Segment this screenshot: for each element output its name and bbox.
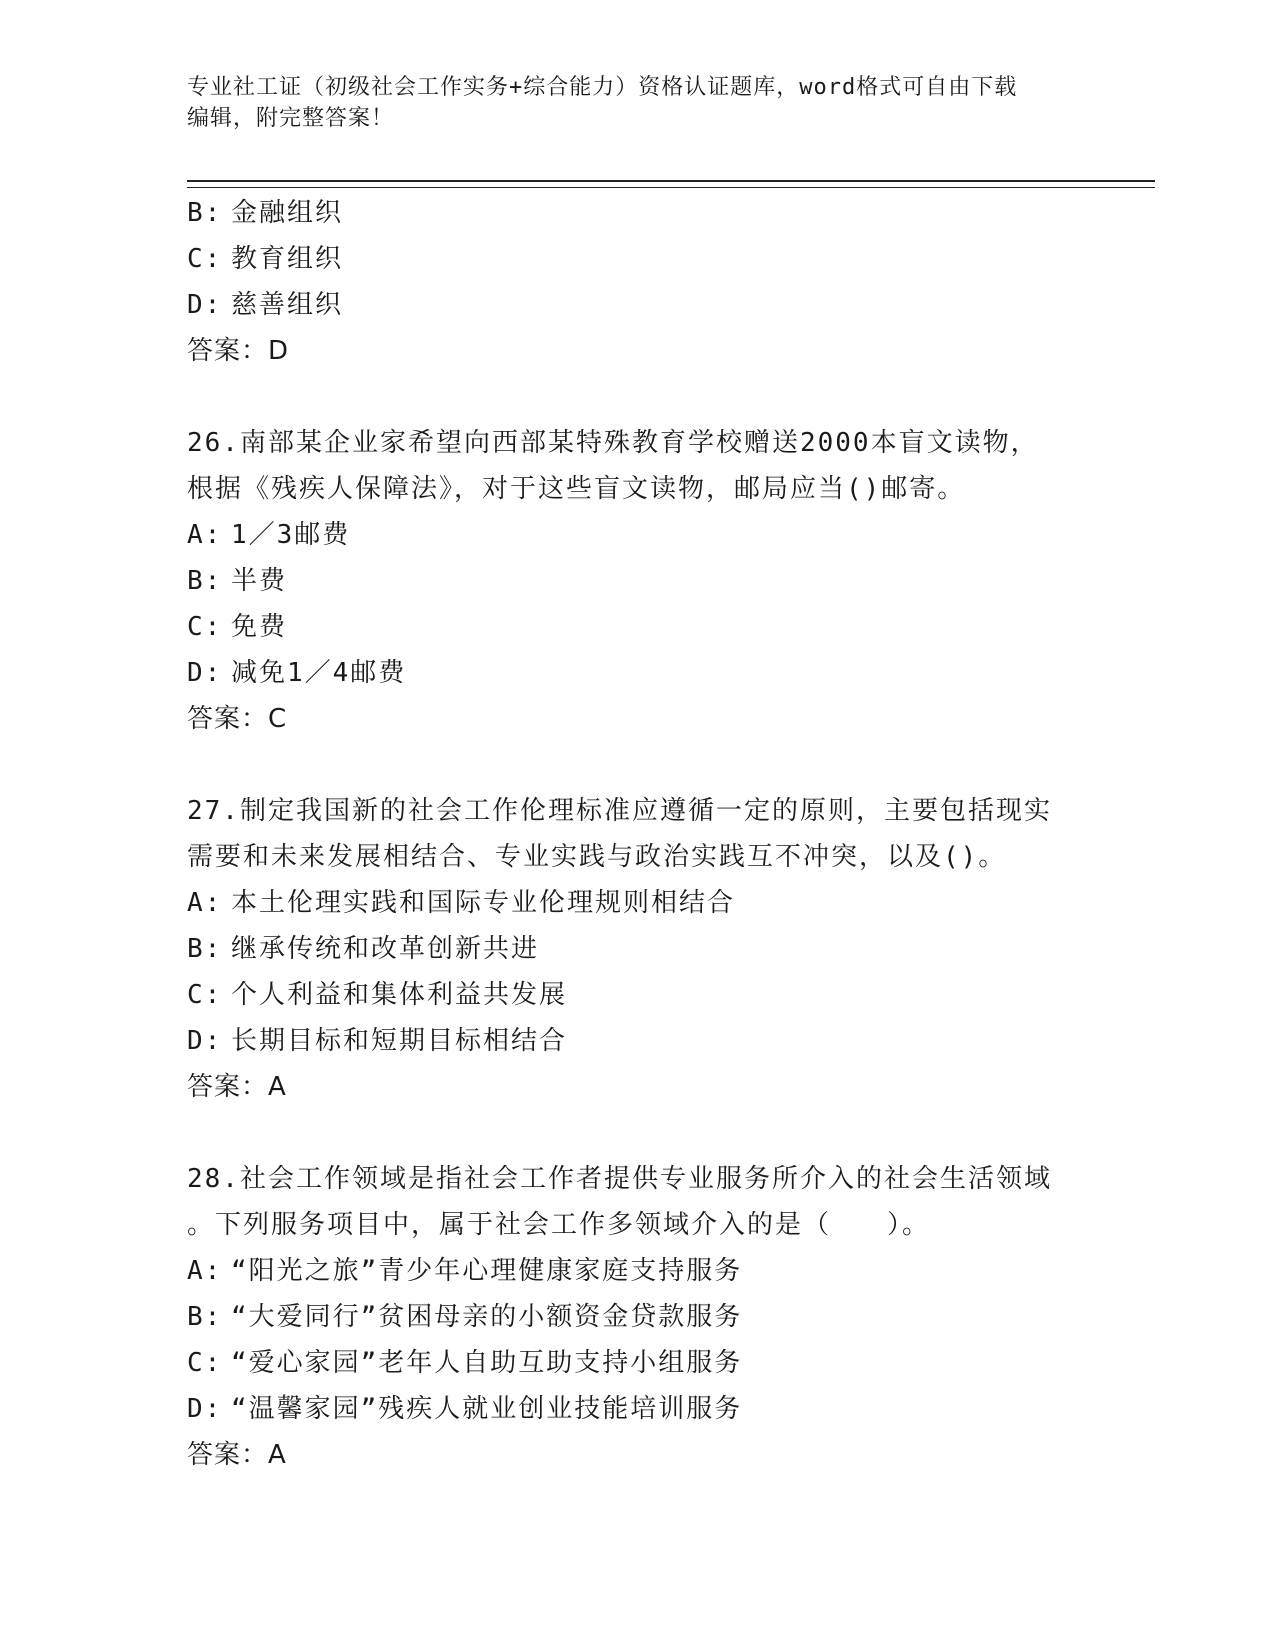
option-b: B: “大爱同行”贫困母亲的小额资金贷款服务 [187,1302,743,1332]
question-28 [187,1156,1087,1478]
option-d: D: 长期目标和短期目标相结合 [187,1026,568,1056]
question-stem: 26.南部某企业家希望向西部某特殊教育学校赠送2000本盲文读物， [187,428,1039,458]
question-stem: 27.制定我国新的社会工作伦理标准应遵循一定的原则，主要包括现实 [187,796,1052,826]
question-25 [187,190,1087,374]
option-d: D: 慈善组织 [187,290,344,320]
option-c: C: 免费 [187,612,288,642]
option-c: C: “爱心家园”老年人自助互助支持小组服务 [187,1348,743,1378]
option-a: A: “阳光之旅”青少年心理健康家庭支持服务 [187,1256,743,1286]
option-b: B: 半费 [187,566,288,596]
header-line-1: 专业社工证（初级社会工作实务+综合能力）资格认证题库，word格式可自由下载 [187,75,1018,100]
question-stem-cont: 需要和未来发展相结合、专业实践与政治实践互不冲突，以及()。 [187,842,1007,872]
question-27 [187,788,1087,1110]
option-c: C: 教育组织 [187,244,344,274]
option-b: B: 金融组织 [187,198,344,228]
page-header [187,72,1087,134]
question-26 [187,420,1087,742]
header-line-2: 编辑，附完整答案！ [187,106,395,131]
question-stem-cont: 根据《残疾人保障法》，对于这些盲文读物，邮局应当()邮寄。 [187,474,966,504]
answer: 答案：D [187,336,290,366]
question-stem: 28.社会工作领域是指社会工作者提供专业服务所介入的社会生活领域 [187,1164,1052,1194]
option-d: D: 减免1／4邮费 [187,658,407,688]
question-stem-cont: 。下列服务项目中，属于社会工作多领域介入的是（ ）。 [187,1210,931,1240]
question-list [187,190,1087,1478]
option-c: C: 个人利益和集体利益共发展 [187,980,568,1010]
option-d: D: “温馨家园”残疾人就业创业技能培训服务 [187,1394,743,1424]
answer: 答案：A [187,1072,287,1102]
option-b: B: 继承传统和改革创新共进 [187,934,540,964]
answer: 答案：C [187,704,288,734]
option-a: A: 1／3邮费 [187,520,351,550]
option-a: A: 本土伦理实践和国际专业伦理规则相结合 [187,888,736,918]
answer: 答案：A [187,1440,287,1470]
header-divider [187,180,1155,188]
